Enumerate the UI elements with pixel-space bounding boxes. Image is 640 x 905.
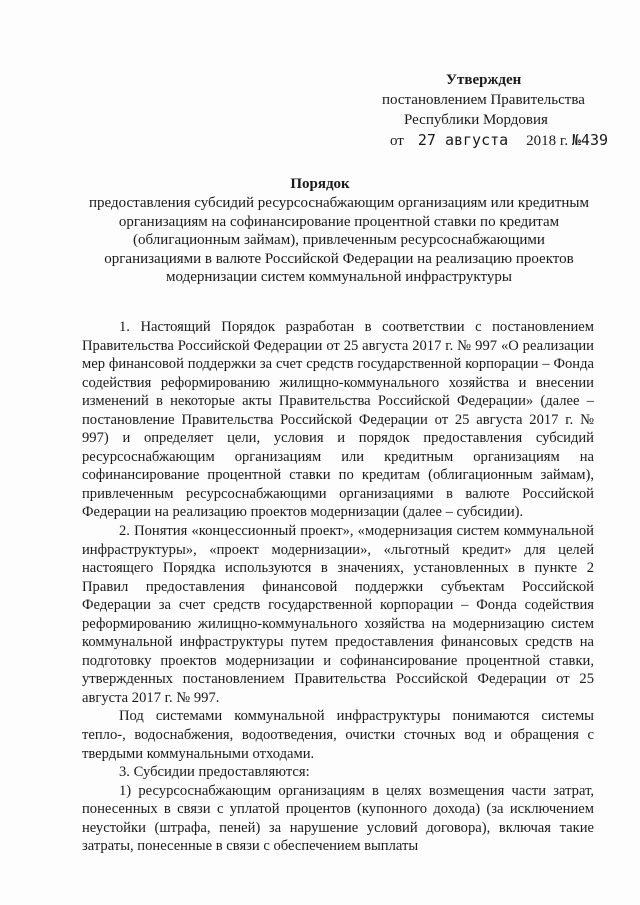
approval-year: 2018 г. [526, 133, 569, 149]
approval-line-decree: постановлением Правительства [382, 92, 585, 108]
paragraph-1: 1. Настоящий Порядок разработан в соответствии с постановлением Правительства Российской Федерации от 25 августа 2017 г. № 997 «О реализации мер финансовой поддержки за счет средств государственной корпорации – Фонда содействия реформированию жилищно-коммунального хозяйства и внесении изменений в некоторые акты Правительства Российской Федерации» (далее – постановление Правительства Российской Федерации от 25 августа 2017 г. № 997) и определяет цели, условия и порядок предоставления субсидий ресурсоснабжающим организациям или кредитным организациям на софинансирование процентной ставки по кредитам (облигационным займам), привлеченным ресурсоснабжающими организациями в валюте Российской Федерации на реализацию проектов модернизации (далее – субсидии). [82, 319, 594, 521]
subtitle-line: организациям на софинансирование процентной ставки по кредитам [118, 213, 560, 230]
paragraph-3-item-1: 1) ресурсоснабжающим организациям в целях возмещения части затрат, понесенных в связи с уплатой процентов (купонного дохода) (за исключением неустойки (штрафа, пеней) за нарушение условий договора), включая такие затраты, понесенные в связи с обеспечением выплаты [82, 782, 594, 855]
document-title: Порядок [290, 176, 350, 192]
subtitle-line: модернизации систем коммунальной инфраструктуры [166, 269, 512, 285]
paragraph-3: 3. Субсидии предоставляются: [119, 764, 310, 781]
approval-line-republic: Республики Мордовия [404, 112, 548, 128]
document-body [82, 318, 594, 856]
paragraph-2: 2. Понятия «концессионный проект», «модернизация систем коммунальной инфраструктуры», «проект модернизации», «льготный кредит» для целей настоящего Порядка используются в значениях, установленных в пункте 2 Правил предоставления финансовой поддержки субъектам Российской Федерации за счет средств государственной корпорации – Фонда содействия реформированию жилищно-коммунального хозяйства на модернизацию систем коммунальной инфраструктуры путем предоставления финансовых средств на подготовку проектов модернизации и софинансирование процентной ставки, утвержденных постановлением Правительства Российской Федерации от 25 августа 2017 г. № 997. [82, 523, 594, 706]
approval-number-handwritten: №439 [571, 131, 609, 149]
approval-from: от [390, 133, 404, 149]
approval-date-handwritten: 27 августа [417, 131, 509, 149]
approval-title: Утвержден [446, 72, 522, 88]
subtitle-line: предоставления субсидий ресурсоснабжающим организациям или кредитным [89, 195, 589, 211]
paragraph-2-continuation: Под системами коммунальной инфраструктуры понимаются системы тепло-, водоснабжения, водоотведения, очистки сточных вод и обращения с твердыми коммунальными отходами. [82, 708, 594, 762]
document-subtitle [84, 194, 594, 287]
subtitle-line: (облигационным займам), привлеченным ресурсоснабжающими [133, 232, 545, 248]
approval-line-date [390, 130, 608, 151]
subtitle-line: организациями в валюте Российской Федерации на реализацию проектов [104, 250, 574, 267]
